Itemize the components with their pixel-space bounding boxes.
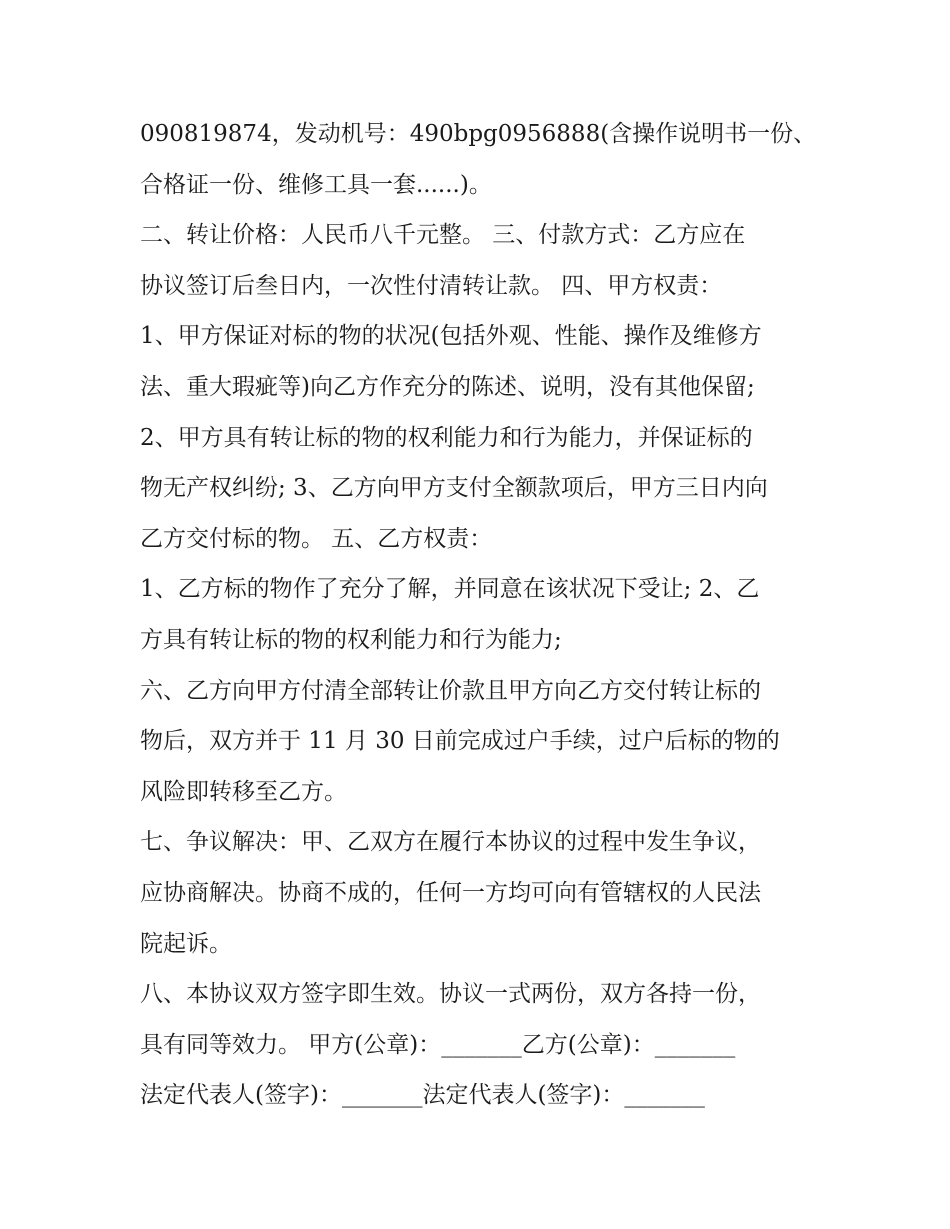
text-line: 八、本协议双方签字即生效。协议一式两份，双方各持一份， (140, 981, 761, 1008)
text-line: 2、甲方具有转让标的物的权利能力和行为能力，并保证标的 (140, 424, 753, 451)
text-line: 090819874，发动机号：490bpg0956888(含操作说明书一份、 (140, 121, 817, 147)
text-line: 二、转让价格：人民币八千元整。 三、付款方式：乙方应在 (140, 222, 746, 249)
text-line: 六、乙方向甲方付清全部转让价款且甲方向乙方交付转让标的 (140, 677, 761, 704)
text-line: 协议签订后叁日内，一次性付清转让款。 四、甲方权责： (140, 272, 723, 299)
text-line: 具有同等效力。 甲方(公章)：_______乙方(公章)：_______ (140, 1031, 736, 1058)
text-line: 乙方交付标的物。 五、乙方权责： (140, 525, 493, 552)
text-line: 应协商解决。协商不成的，任何一方均可向有管辖权的人民法 (140, 879, 761, 906)
document-page (140, 109, 820, 1121)
text-line: 物后，双方并于 11 月 30 日前完成过户手续，过户后标的物的 (140, 728, 780, 755)
text-line: 1、乙方标的物作了充分了解，并同意在该状况下受让; 2、乙 (140, 576, 760, 603)
text-line: 法、重大瑕疵等)向乙方作充分的陈述、说明，没有其他保留; (140, 373, 755, 400)
text-line: 七、争议解决：甲、乙双方在履行本协议的过程中发生争议， (140, 829, 761, 856)
text-line: 方具有转让标的物的权利能力和行为能力; (140, 626, 562, 653)
text-line: 法定代表人(签字)：_______法定代表人(签字)：_______ (140, 1082, 705, 1109)
text-line: 1、甲方保证对标的物的状况(包括外观、性能、操作及维修方 (140, 323, 762, 350)
text-line: 物无产权纠纷; 3、乙方向甲方支付全额款项后，甲方三日内向 (140, 475, 768, 502)
text-line: 院起诉。 (140, 930, 232, 957)
text-line: 合格证一份、维修工具一套......)。 (140, 171, 492, 198)
text-line: 风险即转移至乙方。 (140, 778, 347, 805)
